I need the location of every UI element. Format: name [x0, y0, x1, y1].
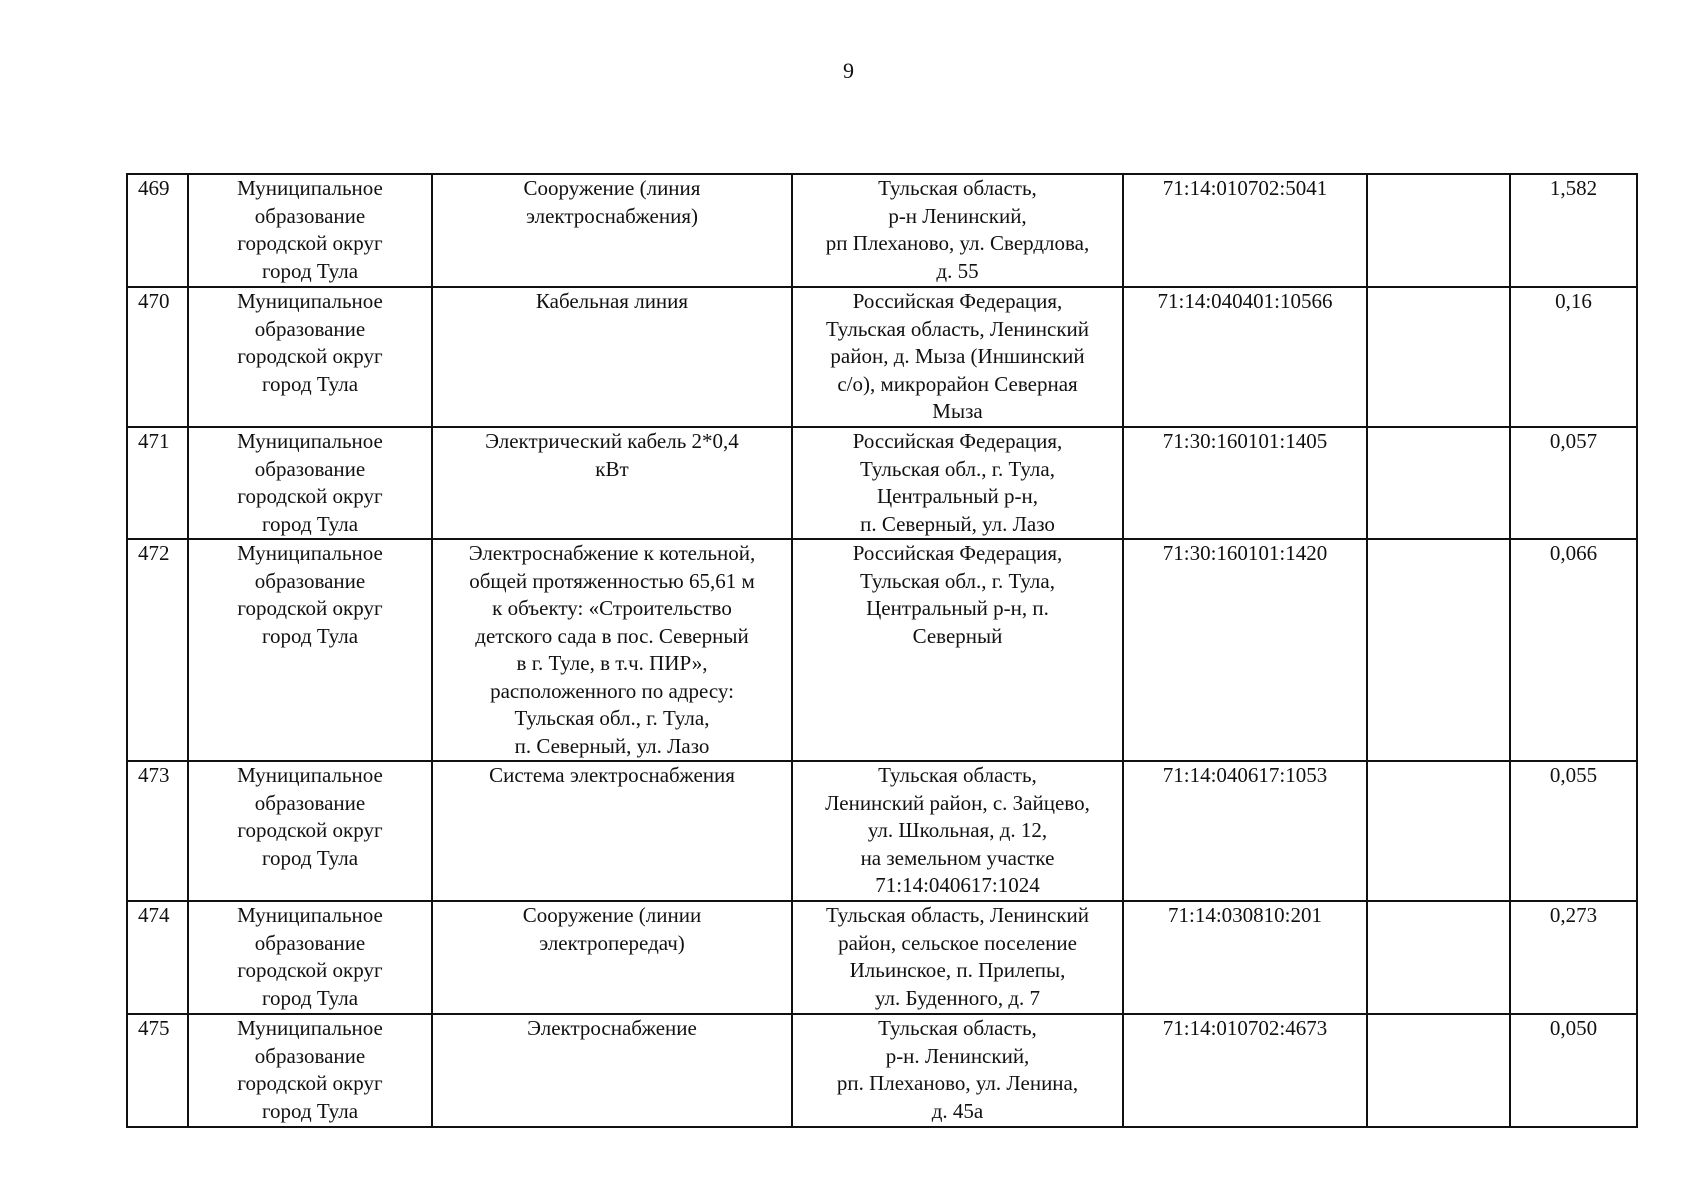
- empty-cell: [1367, 427, 1510, 539]
- value-cell: 0,273: [1510, 901, 1637, 1014]
- owner-cell: [188, 539, 432, 761]
- empty-cell: [1367, 761, 1510, 901]
- object-name-cell-line: Электроснабжение: [527, 1016, 697, 1040]
- address-cell-line: Тульская обл., г. Тула,: [860, 568, 1055, 593]
- owner-cell: [188, 1014, 432, 1127]
- row-number-cell: 469: [127, 174, 188, 287]
- value-cell: 0,055: [1510, 761, 1637, 901]
- owner-cell-line: город Тула: [261, 511, 359, 536]
- address-cell: [792, 174, 1123, 287]
- owner-cell-line: Муниципальное: [237, 429, 383, 453]
- owner-cell-line: Муниципальное: [237, 1016, 383, 1040]
- address-cell: [792, 287, 1123, 427]
- owner-cell-line: Муниципальное: [237, 541, 383, 565]
- cadastral-number-cell: 71:14:040401:10566: [1123, 287, 1367, 427]
- address-cell-line: Центральный р-н,: [876, 484, 1039, 508]
- owner-cell-line: город Тула: [261, 371, 359, 396]
- address-cell-line: с/о), микрорайон Северная: [837, 371, 1078, 396]
- owner-cell-line: образование: [254, 568, 366, 593]
- owner-cell-line: городской округ: [237, 818, 383, 842]
- address-cell-line: Тульская область, Ленинский: [825, 316, 1090, 341]
- table-row: [127, 287, 1637, 427]
- row-number-cell: 473: [127, 761, 188, 901]
- address-cell-line: Российская Федерация,: [852, 429, 1063, 453]
- address-cell: [792, 761, 1123, 901]
- address-cell-line: рп Плеханово, ул. Свердлова,: [825, 231, 1090, 255]
- address-cell: [792, 427, 1123, 539]
- address-cell-line: рп. Плеханово, ул. Ленина,: [836, 1071, 1079, 1095]
- cadastral-number-cell: 71:14:010702:5041: [1123, 174, 1367, 287]
- owner-cell: [188, 761, 432, 901]
- row-number-cell: 475: [127, 1014, 188, 1127]
- address-cell-line: п. Северный, ул. Лазо: [860, 511, 1055, 536]
- cadastral-number-cell: 71:14:010702:4673: [1123, 1014, 1367, 1127]
- owner-cell: [188, 427, 432, 539]
- value-cell: 0,050: [1510, 1014, 1637, 1127]
- owner-cell-line: Муниципальное: [237, 763, 383, 787]
- object-name-cell-line: Сооружение (линии: [522, 903, 702, 927]
- address-cell-line: р-н Ленинский,: [888, 203, 1027, 228]
- address-cell-line: Тульская область,: [878, 1016, 1037, 1040]
- object-name-cell: [432, 901, 792, 1014]
- owner-cell-line: город Тула: [261, 845, 359, 870]
- owner-cell: [188, 901, 432, 1014]
- empty-cell: [1367, 901, 1510, 1014]
- owner-cell-line: городской округ: [237, 1071, 383, 1095]
- address-cell-line: Тульская обл., г. Тула,: [860, 456, 1055, 481]
- address-cell-line: д. 55: [936, 258, 979, 283]
- object-name-cell-line: Сооружение (линия: [523, 176, 701, 200]
- owner-cell-line: Муниципальное: [237, 903, 383, 927]
- address-cell-line: Тульская область,: [878, 763, 1037, 787]
- owner-cell-line: город Тула: [261, 623, 359, 648]
- address-cell-line: Российская Федерация,: [852, 541, 1063, 565]
- table-body: [127, 174, 1637, 1127]
- cadastral-number-cell: 71:30:160101:1420: [1123, 539, 1367, 761]
- owner-cell-line: город Тула: [261, 985, 359, 1010]
- owner-cell: [188, 174, 432, 287]
- object-name-cell: [432, 539, 792, 761]
- value-cell: 0,16: [1510, 287, 1637, 427]
- value-cell: 0,066: [1510, 539, 1637, 761]
- object-name-cell-line: п. Северный, ул. Лазо: [514, 733, 710, 758]
- address-cell-line: на земельном участке: [860, 845, 1055, 870]
- address-cell: [792, 1014, 1123, 1127]
- address-cell-line: Мыза: [932, 399, 983, 423]
- table-row: [127, 539, 1637, 761]
- object-name-cell: [432, 287, 792, 427]
- object-name-cell-line: к объекту: «Строительство: [492, 596, 732, 620]
- row-number-cell: 471: [127, 427, 188, 539]
- owner-cell-line: городской округ: [237, 596, 383, 620]
- object-name-cell: [432, 174, 792, 287]
- page-number: 9: [843, 58, 854, 83]
- row-number-cell: 470: [127, 287, 188, 427]
- object-name-cell-line: Тульская обл., г. Тула,: [514, 706, 710, 730]
- empty-cell: [1367, 539, 1510, 761]
- owner-cell-line: образование: [254, 316, 366, 341]
- address-cell-line: Российская Федерация,: [852, 289, 1063, 313]
- cadastral-number-cell: 71:14:040617:1053: [1123, 761, 1367, 901]
- empty-cell: [1367, 174, 1510, 287]
- table-row: [127, 901, 1637, 1014]
- owner-cell-line: Муниципальное: [237, 289, 383, 313]
- address-cell-line: район, д. Мыза (Иншинский: [830, 344, 1085, 368]
- cadastral-number-cell: 71:14:030810:201: [1123, 901, 1367, 1014]
- owner-cell-line: образование: [254, 790, 366, 815]
- address-cell-line: Тульская область,: [878, 176, 1037, 200]
- address-cell-line: ул. Школьная, д. 12,: [867, 818, 1048, 842]
- object-name-cell-line: общей протяженностью 65,61 м: [469, 568, 755, 593]
- table-row: [127, 427, 1637, 539]
- owner-cell-line: образование: [254, 456, 366, 481]
- address-cell-line: р-н. Ленинский,: [885, 1043, 1030, 1068]
- object-name-cell: [432, 761, 792, 901]
- address-cell: [792, 539, 1123, 761]
- address-cell-line: район, сельское поселение: [838, 930, 1077, 955]
- owner-cell-line: образование: [254, 203, 366, 228]
- table-row: [127, 761, 1637, 901]
- owner-cell-line: образование: [254, 1043, 366, 1068]
- address-cell-line: Ильинское, п. Прилепы,: [849, 958, 1066, 982]
- value-cell: 1,582: [1510, 174, 1637, 287]
- address-cell-line: Центральный р-н, п.: [866, 596, 1049, 620]
- table-row: [127, 1014, 1637, 1127]
- object-name-cell-line: Электрический кабель 2*0,4: [485, 429, 739, 453]
- object-name-cell-line: Система электроснабжения: [489, 763, 735, 787]
- address-cell-line: ул. Буденного, д. 7: [874, 985, 1041, 1010]
- table-row: [127, 174, 1637, 287]
- object-name-cell-line: Кабельная линия: [535, 289, 689, 313]
- address-cell-line: д. 45а: [931, 1098, 984, 1123]
- owner-cell-line: городской округ: [237, 231, 383, 255]
- empty-cell: [1367, 287, 1510, 427]
- row-number-cell: 474: [127, 901, 188, 1014]
- cadastral-number-cell: 71:30:160101:1405: [1123, 427, 1367, 539]
- object-name-cell-line: детского сада в пос. Северный: [475, 623, 749, 648]
- address-cell-line: 71:14:040617:1024: [875, 873, 1040, 897]
- owner-cell-line: городской округ: [237, 344, 383, 368]
- owner-cell-line: Муниципальное: [237, 176, 383, 200]
- address-cell: [792, 901, 1123, 1014]
- address-cell-line: Северный: [912, 623, 1003, 648]
- address-cell-line: Ленинский район, с. Зайцево,: [825, 790, 1090, 815]
- row-number-cell: 472: [127, 539, 188, 761]
- owner-cell: [188, 287, 432, 427]
- owner-cell-line: город Тула: [261, 1098, 359, 1123]
- object-name-cell-line: электропередач): [539, 930, 685, 955]
- owner-cell-line: город Тула: [261, 258, 359, 283]
- object-name-cell-line: расположенного по адресу:: [490, 678, 734, 703]
- object-name-cell: [432, 427, 792, 539]
- object-name-cell: [432, 1014, 792, 1127]
- object-name-cell-line: в г. Туле, в т.ч. ПИР»,: [516, 651, 708, 675]
- empty-cell: [1367, 1014, 1510, 1127]
- owner-cell-line: городской округ: [237, 484, 383, 508]
- object-name-cell-line: электроснабжения): [525, 203, 699, 228]
- property-registry-table: [126, 173, 1638, 1128]
- owner-cell-line: городской округ: [237, 958, 383, 982]
- value-cell: 0,057: [1510, 427, 1637, 539]
- object-name-cell-line: кВт: [595, 456, 629, 481]
- object-name-cell-line: Электроснабжение к котельной,: [468, 541, 756, 565]
- address-cell-line: Тульская область, Ленинский: [825, 903, 1090, 927]
- owner-cell-line: образование: [254, 930, 366, 955]
